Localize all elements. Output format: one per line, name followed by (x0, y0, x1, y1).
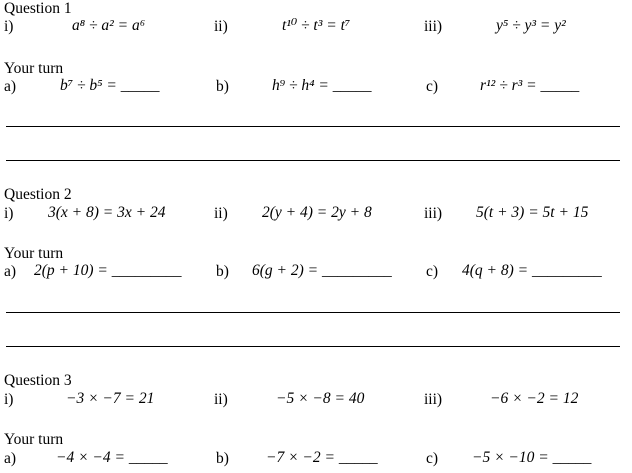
q1-working-line-2 (6, 160, 620, 161)
q3-your-turn-heading: Your turn (4, 431, 64, 448)
q2-task-b-label: b) (216, 263, 229, 280)
q3-example-iii-expr: −6 × −2 = 12 (490, 390, 579, 407)
q1-task-a-expr: b⁷ ÷ b⁵ = _____ (60, 77, 160, 94)
question-1-title: Question 1 (4, 0, 72, 17)
q2-task-c-label: c) (426, 263, 439, 280)
q2-task-b-expr: 6(g + 2) = _________ (252, 262, 392, 279)
q3-task-b-label: b) (216, 450, 229, 467)
q1-example-iii-label: iii) (424, 18, 443, 35)
q3-task-a-expr: −4 × −4 = _____ (56, 449, 168, 466)
q1-example-ii-expr: t¹⁰ ÷ t³ = t⁷ (282, 17, 351, 34)
q3-example-i-expr: −3 × −7 = 21 (66, 390, 155, 407)
q1-example-i-expr: a⁸ ÷ a² = a⁶ (72, 17, 146, 34)
q2-task-c-expr: 4(q + 8) = _________ (462, 262, 602, 279)
q1-example-ii-label: ii) (214, 18, 228, 35)
q2-example-i-label: i) (4, 205, 14, 222)
q2-task-a-label: a) (4, 263, 17, 280)
q3-example-iii-label: iii) (424, 391, 443, 408)
q3-task-b-expr: −7 × −2 = _____ (266, 449, 378, 466)
q3-task-c-expr: −5 × −10 = _____ (472, 449, 592, 466)
q1-your-turn-heading: Your turn (4, 60, 64, 77)
q2-example-iii-label: iii) (424, 205, 443, 222)
q2-task-a-expr: 2(p + 10) = _________ (34, 262, 182, 279)
question-2-title: Question 2 (4, 186, 72, 203)
q1-task-c-expr: r¹² ÷ r³ = _____ (480, 77, 580, 94)
q2-example-i-expr: 3(x + 8) = 3x + 24 (48, 204, 166, 221)
q2-example-ii-label: ii) (214, 205, 228, 222)
q2-your-turn-heading: Your turn (4, 245, 64, 262)
q1-example-i-label: i) (4, 18, 14, 35)
q1-example-iii-expr: y⁵ ÷ y³ = y² (496, 17, 566, 34)
question-3-title: Question 3 (4, 372, 72, 389)
q1-task-c-label: c) (426, 78, 439, 95)
q3-example-ii-label: ii) (214, 391, 228, 408)
q2-working-line-1 (6, 312, 620, 313)
q1-task-b-expr: h⁹ ÷ h⁴ = _____ (272, 77, 372, 94)
q1-working-line-1 (6, 126, 620, 127)
q2-example-iii-expr: 5(t + 3) = 5t + 15 (476, 204, 589, 221)
q2-example-ii-expr: 2(y + 4) = 2y + 8 (262, 204, 372, 221)
q3-task-c-label: c) (426, 450, 439, 467)
q3-example-i-label: i) (4, 391, 14, 408)
q1-task-a-label: a) (4, 78, 17, 95)
q3-example-ii-expr: −5 × −8 = 40 (276, 390, 365, 407)
q2-working-line-2 (6, 346, 620, 347)
q1-task-b-label: b) (216, 78, 229, 95)
q3-task-a-label: a) (4, 450, 17, 467)
